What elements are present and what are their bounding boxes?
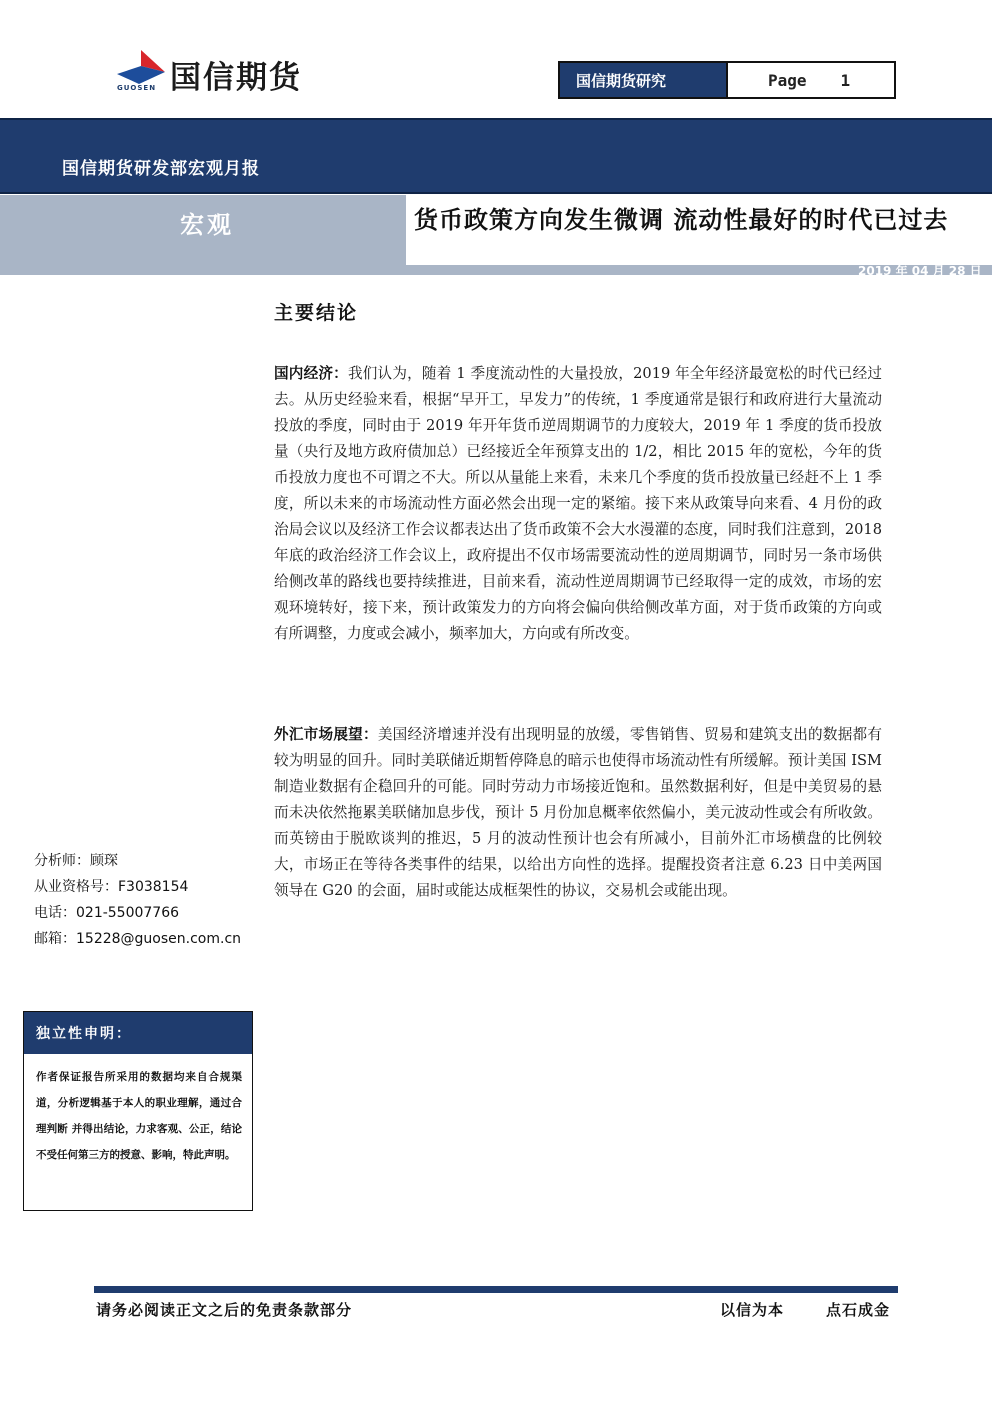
independence-statement bbox=[23, 1011, 253, 1211]
banner-title: 国信期货研发部宏观月报 bbox=[62, 159, 260, 179]
domestic-economy-paragraph bbox=[274, 361, 882, 647]
page-number-box bbox=[726, 63, 894, 97]
fx-outlook-paragraph bbox=[274, 722, 882, 904]
page-number: 1 bbox=[840, 70, 851, 90]
footer-slogan-2: 点石成金 bbox=[826, 1301, 891, 1319]
logo-text: 国信期货 bbox=[170, 60, 302, 96]
domestic-label: 国内经济： bbox=[274, 365, 348, 382]
domestic-text: 我们认为，随着 1 季度流动性的大量投放，2019 年全年经济最宽松的时代已经过去。从历史经验来看，根据“早开工，早发力”的传统，1 季度通常是银行和政府进行大量流动投放的季度，同时由于 2019 年开年货币逆周期调节的力度较大，2019 年 1 季度的货币投放量（央行及地方政府债加总）已经接近全年预算支出的 1/2，相比 2015 年的宽松，今年的货币投放力度也不可谓之不大。所以从量能上来看，未来几个季度的货币投放量已经赶不上 1 季度，所以未来的市场流动性方面必然会出现一定的紧缩。接下来从政策导向来看、4 月份的政治局会议以及经济工作会议都表达出了货币政策不会大水漫灌的态度，同时我们注意到，2018 年底的政治经济工作会议上，政府提出不仅市场需要流动性的逆周期调节，同时另一条市场供给侧改革的路线也要持续推进，目前来看，流动性逆周期调节已经取得一定的成效，市场的宏观环境转好，接下来，预计政策发力的方向将会偏向供给侧改革方面，对于货币政策的方向或有所调整，力度或会减小，频率加大，方向或有所改变。 bbox=[274, 365, 882, 642]
logo-subtext: GUOSEN bbox=[117, 84, 157, 92]
analyst-email[interactable]: 邮箱：15228@guosen.com.cn bbox=[34, 931, 242, 947]
report-title: 货币政策方向发生微调 流动性最好的时代已过去 bbox=[414, 205, 949, 234]
research-label: 国信期货研究 bbox=[560, 63, 726, 97]
footer-disclaimer-note: 请务必阅读正文之后的免责条款部分 bbox=[96, 1301, 353, 1319]
footer-divider bbox=[94, 1286, 898, 1293]
independence-heading: 独立性申明： bbox=[24, 1012, 252, 1054]
fx-text: 美国经济增速并没有出现明显的放缓，零售销售、贸易和建筑支出的数据都有较为明显的回升。同时美联储近期暂停降息的暗示也使得市场流动性有所缓解。预计美国 ISM 制造业数据有企稳回升的可能。同时劳动力市场接近饱和。虽然数据利好，但是中美贸易的悬而未决依然拖累美联储加息步伐，预计 5 月份加息概率依然偏小，美元波动性或会有所收敛。而英镑由于脱欧谈判的推迟，5 月的波动性预计也会有所减小，目前外汇市场横盘的比例较大，市场正在等待各类事件的结果，以给出方向性的选择。提醒投资者注意 6.23 日中美两国领导在 G20 的会面，届时或能达成框架性的协议，交易机会或能出现。 bbox=[274, 726, 882, 899]
report-date: 2019 年 04 月 28 日 bbox=[858, 264, 982, 278]
page-indicator bbox=[558, 61, 896, 99]
analyst-phone: 电话：021-55007766 bbox=[34, 905, 180, 921]
fx-label: 外汇市场展望： bbox=[274, 726, 378, 743]
main-heading: 主要结论 bbox=[274, 302, 359, 324]
analyst-info bbox=[34, 848, 241, 952]
footer-slogan-1: 以信为本 bbox=[720, 1301, 785, 1319]
section-tag: 宏观 bbox=[180, 210, 234, 239]
analyst-cert: 从业资格号：F3038154 bbox=[34, 879, 189, 895]
page-word: Page bbox=[768, 70, 807, 90]
analyst-name: 分析师：顾琛 bbox=[34, 853, 118, 869]
independence-body: 作者保证报告所采用的数据均来自合规渠道，分析逻辑基于本人的职业理解，通过合理判断 并得出结论，力求客观、公正，结论不受任何第三方的授意、影响，特此声明。 bbox=[36, 1071, 242, 1161]
company-logo bbox=[115, 48, 355, 98]
